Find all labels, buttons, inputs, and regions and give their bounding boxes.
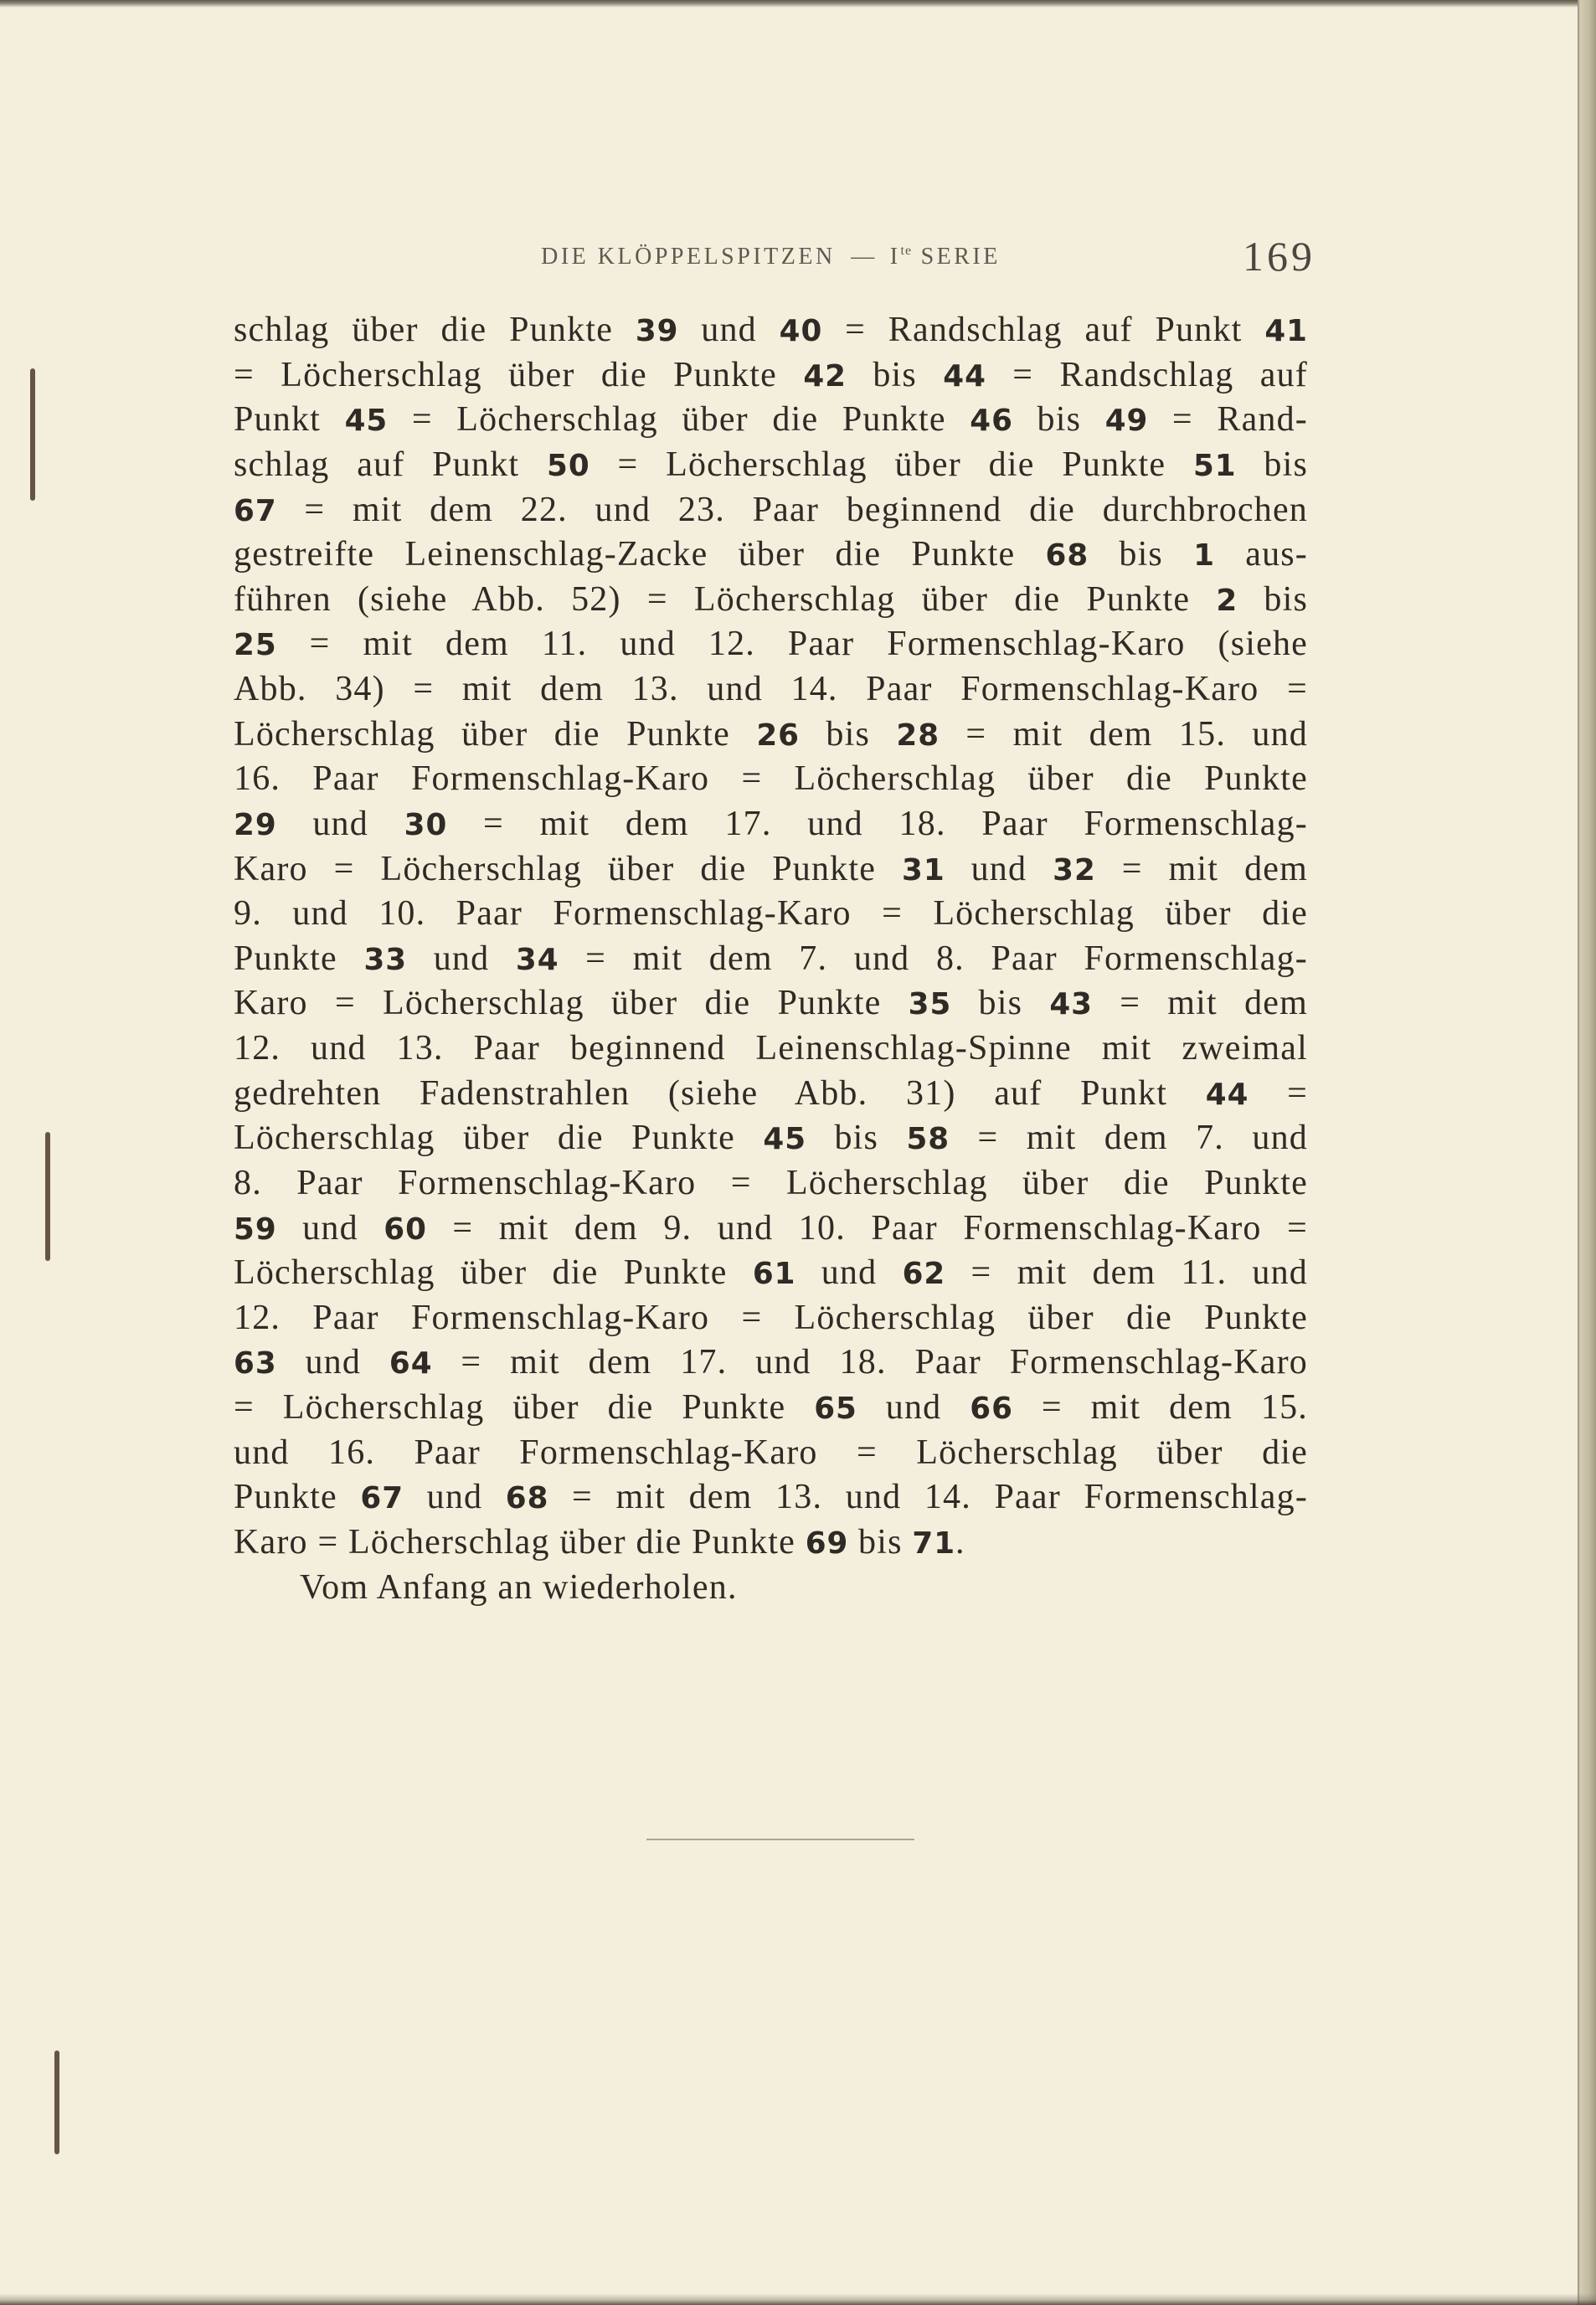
bold-number: 49	[1104, 404, 1149, 439]
binding-mark	[54, 2050, 59, 2154]
text-line	[234, 398, 1308, 443]
text-segment: schlag über die Punkte	[234, 311, 636, 349]
text-segment: = Randschlag auf Punkt	[822, 311, 1265, 349]
text-segment: = mit dem 15. und	[940, 714, 1308, 754]
series-word: SERIE	[920, 244, 1001, 270]
text-line	[234, 1207, 1308, 1252]
bold-number: 60	[384, 1212, 427, 1247]
text-segment: Löcherschlag über die Punkte	[234, 1119, 764, 1158]
text-line	[234, 802, 1308, 847]
text-segment: Punkte	[234, 939, 364, 978]
text-segment: und 16. Paar Formenschlag-Karo = Löcherschlag über die	[234, 1433, 1308, 1472]
text-line	[234, 353, 1308, 399]
page-edge-top	[0, 0, 1596, 8]
paragraph	[234, 1566, 1308, 1611]
bold-number: 35	[908, 987, 952, 1022]
bold-number: 62	[902, 1257, 946, 1292]
text-segment: bis	[1238, 579, 1308, 619]
text-segment: 8. Paar Formenschlag-Karo = Löcherschlag über die Punkte	[234, 1163, 1308, 1202]
text-segment: 9. und 10. Paar Formenschlag-Karo = Löcherschlag über die	[234, 894, 1308, 934]
section-rule	[646, 1839, 914, 1840]
text-segment: Karo = Löcherschlag über die Punkte	[234, 849, 903, 888]
bold-number: 65	[814, 1392, 857, 1426]
bold-number: 45	[344, 404, 389, 439]
text-line	[234, 1340, 1308, 1386]
text-segment: bis	[806, 1119, 907, 1158]
text-line	[234, 981, 1308, 1026]
bold-number: 42	[803, 358, 847, 394]
text-segment: und	[795, 1253, 903, 1293]
text-segment: = Löcherschlag über die Punkte	[234, 355, 804, 394]
text-segment: 12. und 13. Paar beginnend Leinenschlag-Spinne mit zweimal	[234, 1029, 1308, 1068]
bold-number: 68	[505, 1481, 549, 1516]
bold-number: 66	[970, 1392, 1013, 1426]
bold-number: 67	[234, 493, 277, 528]
text-segment: = mit dem	[1093, 984, 1308, 1023]
bold-number: 58	[906, 1122, 950, 1157]
text-segment: bis	[800, 714, 897, 754]
bold-number: 46	[970, 404, 1013, 439]
bold-number: 69	[805, 1526, 849, 1561]
binding-mark	[30, 368, 35, 501]
text-line	[234, 488, 1308, 533]
text-segment: und	[404, 1478, 506, 1517]
text-segment: bis	[1236, 445, 1308, 484]
text-segment: = mit dem 11. und 12. Paar Formenschlag-Karo (siehe	[276, 625, 1308, 664]
text-segment: bis	[951, 984, 1050, 1023]
text-segment: und	[276, 1208, 384, 1248]
text-line	[234, 892, 1308, 937]
bold-number: 2	[1216, 583, 1238, 618]
text-segment: 12. Paar Formenschlag-Karo = Löcherschlag über die Punkte	[234, 1298, 1308, 1337]
bold-number: 32	[1053, 852, 1096, 888]
text-segment: = Löcherschlag über die Punkte	[589, 445, 1193, 484]
text-segment: = Löcherschlag über die Punkte	[234, 1388, 815, 1427]
text-line	[234, 1566, 1308, 1611]
bold-number: 34	[515, 942, 559, 977]
text-segment: Karo = Löcherschlag über die Punkte	[234, 984, 909, 1023]
text-segment: schlag auf Punkt	[234, 445, 548, 484]
text-segment: = mit dem 15.	[1012, 1388, 1308, 1427]
running-title: DIE KLÖPPELSPITZEN	[541, 244, 836, 270]
text-segment: aus-	[1215, 535, 1308, 574]
text-segment: = mit dem 11. und	[945, 1253, 1309, 1293]
text-line	[234, 713, 1308, 758]
bold-number: 43	[1049, 987, 1093, 1022]
text-line	[234, 308, 1308, 353]
bold-number: 41	[1264, 314, 1308, 348]
bold-number: 45	[763, 1122, 807, 1157]
series-numeral: I	[889, 244, 901, 270]
text-line	[234, 622, 1308, 667]
text-segment: = mit dem 9. und 10. Paar Formenschlag-Karo =	[426, 1208, 1308, 1248]
header-dash: —	[851, 244, 875, 270]
text-segment: Löcherschlag über die Punkte	[234, 714, 757, 754]
text-segment: führen (siehe Abb. 52) = Löcherschlag über die Punkte	[234, 579, 1217, 619]
text-line	[234, 1072, 1308, 1117]
text-line	[234, 937, 1308, 982]
text-segment: = mit dem 13. und 14. Paar Formenschlag-	[548, 1478, 1309, 1517]
text-line	[234, 1431, 1308, 1476]
text-line	[234, 443, 1308, 488]
bold-number: 40	[779, 314, 823, 348]
text-line	[234, 1116, 1308, 1161]
bold-number: 26	[756, 718, 800, 753]
bold-number: 50	[547, 448, 590, 483]
text-segment: und	[276, 1343, 389, 1382]
bold-number: 51	[1192, 448, 1237, 483]
bold-number: 31	[902, 852, 945, 888]
bold-number: 30	[404, 807, 448, 842]
page-edge-right	[1578, 0, 1596, 2305]
text-segment: gestreifte Leinenschlag-Zacke über die Punkte	[234, 535, 1046, 574]
bold-number: 28	[896, 718, 940, 753]
bold-number: 59	[234, 1212, 277, 1247]
text-line	[234, 1296, 1308, 1341]
text-line	[234, 1251, 1308, 1296]
page-edge-bottom	[0, 2293, 1596, 2305]
bold-number: 25	[234, 628, 277, 663]
text-segment: Vom Anfang an wiederholen.	[300, 1567, 738, 1607]
text-line	[234, 1520, 1308, 1566]
bold-number: 67	[360, 1481, 404, 1516]
text-segment: Abb. 34) = mit dem 13. und 14. Paar Formenschlag-Karo =	[234, 670, 1308, 708]
text-segment: bis	[1089, 535, 1194, 574]
text-line	[234, 1161, 1308, 1207]
text-segment: 16. Paar Formenschlag-Karo = Löcherschlag über die Punkte	[234, 759, 1308, 799]
text-segment: bis	[847, 355, 944, 394]
text-segment: und	[678, 311, 780, 349]
text-line	[234, 847, 1308, 893]
text-segment: = mit dem	[1095, 849, 1308, 888]
text-segment: = mit dem 7. und 8. Paar Formenschlag-	[559, 939, 1308, 978]
text-segment: = mit dem 22. und 23. Paar beginnend die durchbrochen	[276, 490, 1308, 529]
text-line	[234, 1386, 1308, 1431]
bold-number: 33	[363, 942, 408, 977]
bold-number: 44	[1205, 1077, 1249, 1112]
bold-number: 39	[635, 314, 679, 348]
text-segment: und	[407, 939, 516, 978]
text-segment: = mit dem 17. und 18. Paar Formenschlag-Karo	[432, 1343, 1309, 1382]
text-segment: Löcherschlag über die Punkte	[234, 1253, 753, 1293]
bold-number: 68	[1045, 538, 1089, 574]
text-segment: bis	[848, 1522, 913, 1562]
text-segment: gedrehten Fadenstrahlen (siehe Abb. 31) auf Punkt	[234, 1073, 1206, 1113]
text-segment: und	[857, 1388, 970, 1427]
bold-number: 1	[1193, 538, 1216, 574]
text-segment: Punkte	[234, 1478, 361, 1517]
bold-number: 44	[943, 358, 986, 394]
text-segment: bis	[1012, 400, 1105, 440]
bold-number: 63	[234, 1346, 277, 1381]
text-line	[234, 1026, 1308, 1072]
text-segment: = Löcherschlag über die Punkte	[388, 400, 970, 440]
text-line	[234, 757, 1308, 802]
text-line	[234, 667, 1308, 713]
text-line	[234, 1475, 1308, 1520]
text-segment: und	[276, 804, 404, 843]
page-number: 169	[1243, 233, 1315, 280]
text-segment: = Rand-	[1148, 400, 1308, 440]
text-segment: = mit dem 7. und	[950, 1119, 1308, 1158]
bold-number: 29	[234, 807, 277, 842]
text-segment: =	[1248, 1073, 1308, 1113]
text-segment: = mit dem 17. und 18. Paar Formenschlag-	[447, 804, 1308, 843]
running-header	[234, 241, 1308, 273]
text-segment: Punkt	[234, 400, 345, 440]
bold-number: 61	[752, 1257, 796, 1292]
paragraph	[234, 308, 1308, 1566]
binding-mark	[45, 1132, 50, 1261]
text-segment: Karo = Löcherschlag über die Punkte	[234, 1522, 806, 1562]
text-line	[234, 578, 1308, 623]
text-segment: .	[955, 1522, 965, 1562]
text-segment: und	[945, 849, 1053, 888]
series-suffix: te	[900, 244, 913, 258]
bold-number: 71	[912, 1526, 956, 1561]
text-line	[234, 533, 1308, 578]
text-segment: = Randschlag auf	[986, 355, 1308, 394]
body-text	[234, 308, 1308, 1610]
bold-number: 64	[389, 1346, 433, 1381]
